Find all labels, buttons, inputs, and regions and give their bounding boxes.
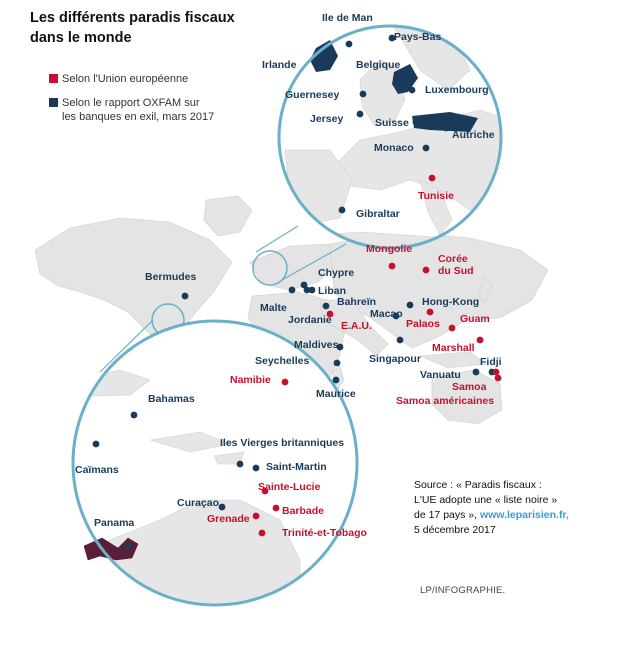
label-luxembourg: Luxembourg: [425, 84, 489, 96]
label-maldives: Maldives: [294, 339, 339, 351]
label-irlande: Irlande: [262, 59, 297, 71]
dot-saint-martin: [253, 465, 260, 472]
legend-oxfam-line-1: Selon le rapport OXFAM sur: [62, 97, 200, 109]
label-gibraltar: Gibraltar: [356, 208, 400, 220]
credit: LP/INFOGRAPHIE.: [420, 585, 506, 596]
source-note: [414, 478, 604, 538]
label-eau: E.A.U.: [341, 320, 372, 332]
source-line-2: L'UE adopte une « liste noire »: [414, 494, 558, 506]
dot-caimans: [93, 441, 100, 448]
label-suisse: Suisse: [375, 117, 409, 129]
label-autriche: Autriche: [452, 129, 495, 141]
label-samoa: Samoa: [452, 381, 487, 393]
label-panama: Panama: [94, 517, 135, 529]
source-line-4: 5 décembre 2017: [414, 524, 496, 536]
label-mongolie: Mongolie: [366, 243, 413, 255]
label-maurice: Maurice: [316, 388, 356, 400]
label-bahrein: Bahreïn: [337, 296, 377, 308]
dot-luxembourg: [409, 87, 416, 94]
label-jersey: Jersey: [310, 113, 344, 125]
legend-oxfam-line-2: les banques en exil, mars 2017: [62, 111, 215, 123]
label-vanuatu: Vanuatu: [420, 369, 461, 381]
legend-oxfam-swatch: [49, 98, 58, 107]
label-coree-sud-2: du Sud: [438, 265, 474, 277]
label-pays-bas: Pays-Bas: [394, 31, 442, 43]
label-grenade: Grenade: [207, 513, 250, 525]
dot-coree-du-sud: [423, 267, 430, 274]
label-bermudes: Bermudes: [145, 271, 197, 283]
dot-panama: [125, 543, 132, 550]
label-guernesey: Guernesey: [285, 89, 340, 101]
dot-marshall: [477, 337, 484, 344]
label-chypre: Chypre: [318, 267, 355, 279]
label-liban: Liban: [318, 285, 346, 297]
dot-ile-de-man: [346, 41, 353, 48]
label-coree-sud-1: Corée: [438, 253, 468, 265]
label-marshall: Marshall: [432, 342, 475, 354]
label-iles-vierges: Iles Vierges britanniques: [220, 437, 345, 449]
dot-malte: [289, 287, 296, 294]
dot-tunisie: [429, 175, 436, 182]
label-palaos: Palaos: [406, 318, 440, 330]
title-line-2: dans le monde: [30, 30, 132, 46]
dot-mongolie: [389, 263, 396, 270]
dot-grenade: [253, 513, 260, 520]
dot-guam: [449, 325, 456, 332]
dot-iles-vierges: [237, 461, 244, 468]
label-sainte-lucie: Sainte-Lucie: [258, 481, 321, 493]
dot-belgique: [397, 83, 404, 90]
dot-curacao: [219, 504, 226, 511]
dot-maurice: [333, 377, 340, 384]
dot-gibraltar: [339, 207, 346, 214]
dot-jersey: [357, 111, 364, 118]
label-saint-martin: Saint-Martin: [266, 461, 327, 473]
label-malte: Malte: [260, 302, 287, 314]
label-namibie: Namibie: [230, 374, 271, 386]
label-guam: Guam: [460, 313, 490, 325]
legend-eu-swatch: [49, 74, 58, 83]
legend-eu: [62, 72, 188, 86]
label-fidji: Fidji: [480, 356, 502, 368]
source-link[interactable]: www.leparisien.fr,: [479, 509, 569, 521]
label-caimans: Caïmans: [75, 464, 119, 476]
dot-seychelles: [334, 360, 341, 367]
dot-barbade: [273, 505, 280, 512]
label-belgique: Belgique: [356, 59, 401, 71]
label-hong-kong: Hong-Kong: [422, 296, 480, 308]
dot-namibie: [282, 379, 289, 386]
label-barbade: Barbade: [282, 505, 325, 517]
label-samoa-americaines: Samoa américaines: [396, 395, 495, 407]
dot-bermudes: [182, 293, 189, 300]
label-trinite: Trinité-et-Tobago: [282, 527, 367, 539]
legend-eu-label: Selon l'Union européenne: [62, 73, 189, 85]
source-line-3-text: de 17 pays »,: [414, 509, 480, 521]
label-seychelles: Seychelles: [255, 355, 310, 367]
title-line-1: Les différents paradis fiscaux: [30, 10, 235, 26]
dot-jordanie: [304, 287, 311, 294]
dot-autriche: [443, 125, 450, 132]
label-ile-de-man: Ile de Man: [322, 12, 373, 24]
source-line-1: Source : « Paradis fiscaux :: [414, 479, 542, 491]
dot-singapour: [397, 337, 404, 344]
dot-monaco: [423, 145, 430, 152]
label-tunisie: Tunisie: [418, 190, 454, 202]
dot-palaos: [427, 309, 434, 316]
dot-samoa: [493, 369, 500, 376]
dot-samoa-americaines: [495, 375, 502, 382]
label-singapour: Singapour: [369, 353, 421, 365]
label-curacao: Curaçao: [177, 497, 220, 509]
label-monaco: Monaco: [374, 142, 414, 154]
map-title: [30, 8, 290, 48]
dot-guernesey: [360, 91, 367, 98]
dot-bahrein: [323, 303, 330, 310]
legend-oxfam: [62, 96, 214, 124]
dot-vanuatu: [473, 369, 480, 376]
label-bahamas: Bahamas: [148, 393, 195, 405]
label-macao: Macao: [370, 308, 403, 320]
dot-trinite: [259, 530, 266, 537]
source-line-3: [414, 508, 604, 523]
dot-suisse: [413, 119, 420, 126]
dot-hong-kong: [407, 302, 414, 309]
dot-bahamas: [131, 412, 138, 419]
label-jordanie: Jordanie: [288, 314, 332, 326]
